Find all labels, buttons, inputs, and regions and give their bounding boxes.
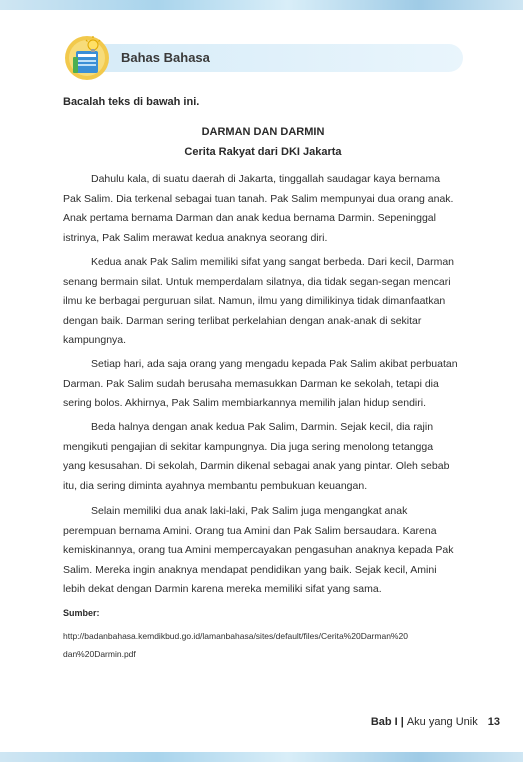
paragraph-line: Darman. Pak Salim sudah berusaha memasukkan Darman ke sekolah, tetapi dia	[63, 377, 439, 390]
paragraph-line: yang kesusahan. Di sekolah, Darmin dikenal sebagai anak yang pintar. Oleh sebab	[63, 460, 450, 472]
instruction-text: Bacalah teks di bawah ini.	[63, 96, 200, 108]
paragraph-line: senang bermain silat. Untuk memperdalam silatnya, dia tidak segan-segan mencari	[63, 275, 451, 288]
top-decorative-band	[0, 0, 523, 10]
story-title: DARMAN DAN DARMIN	[201, 126, 325, 138]
section-title: Bahas Bahasa	[121, 50, 210, 65]
paragraph-line: lebih dekat dengan Darmin karena mereka memiliki sifat yang sama.	[63, 583, 382, 595]
story-paragraph-4	[63, 418, 473, 496]
paragraph-line: istrinya, Pak Salim merawat kedua anaknya seorang diri.	[63, 231, 328, 244]
paragraph-line: Setiap hari, ada saja orang yang mengadu kepada Pak Salim akibat perbuatan	[91, 358, 458, 370]
paragraph-line: dengan baik. Darman sering terlibat perkelahian dengan anak-anak di sekitar	[63, 314, 422, 327]
chapter-label: Bab I	[370, 716, 398, 728]
paragraph-line: itu, dia sering diminta ayahnya membantu pembukuan keuangan.	[63, 479, 368, 492]
book-lightbulb-icon	[63, 33, 113, 83]
page-footer	[371, 716, 500, 728]
paragraph-line: Dahulu kala, di suatu daerah di Jakarta, tinggallah saudagar kaya bernama	[91, 173, 441, 185]
source-url[interactable]	[63, 627, 473, 663]
paragraph-line: mengikuti pengajian di sekitar kampungnya. Dia juga sering menolong tetangga	[63, 440, 434, 453]
paragraph-line: kemiskinannya, orang tua Amini mempercayakan pengasuhan anaknya kepada Pak	[63, 544, 454, 556]
bottom-decorative-band	[0, 752, 523, 762]
chapter-title: Aku yang Unik	[406, 716, 478, 728]
source-label: Sumber:	[63, 608, 100, 618]
section-banner	[63, 33, 463, 83]
story-subtitle: Cerita Rakyat dari DKI Jakarta	[184, 146, 342, 158]
story-paragraph-2	[63, 253, 473, 351]
paragraph-line: sering bolos. Akhirnya, Pak Salim membiarkannya memilih jalan hidup sendiri.	[63, 397, 427, 409]
story-paragraph-3	[63, 355, 473, 414]
paragraph-line: Selain memiliki dua anak laki-laki, Pak Salim juga mengangkat anak	[91, 505, 408, 517]
paragraph-line: Pak Salim. Dia terkenal sebagai tuan tanah. Pak Salim mempunyai dua orang anak.	[63, 192, 454, 205]
source-url-line[interactable]: http://badanbahasa.kemdikbud.go.id/lamanbahasa/sites/default/files/Cerita%20Darman%20	[63, 631, 408, 641]
page-number: 13	[487, 716, 500, 728]
paragraph-line: Anak pertama bernama Darman dan anak kedua bernama Darmin. Sepeninggal	[63, 212, 436, 224]
source-url-line[interactable]: dan%20Darmin.pdf	[63, 649, 136, 659]
paragraph-line: Beda halnya dengan anak kedua Pak Salim, Darmin. Sejak kecil, dia rajin	[91, 421, 434, 433]
paragraph-line: ilmu ke berbagai perguruan silat. Namun, ilmu yang dimilikinya tidak dimanfaatkan	[63, 295, 446, 307]
paragraph-line: Kedua anak Pak Salim memiliki sifat yang sangat berbeda. Dari kecil, Darman	[91, 256, 455, 268]
paragraph-line: kampungnya.	[63, 334, 127, 346]
paragraph-line: Salim. Mereka ingin anaknya mendapat pendidikan yang baik. Sejak kecil, Amini	[63, 563, 437, 576]
story-paragraph-5	[63, 502, 473, 600]
story-paragraph-1	[63, 170, 473, 248]
paragraph-line: perempuan bernama Amini. Orang tua Amini dan Pak Salim bersaudara. Karena	[63, 524, 437, 537]
footer-separator: |	[400, 716, 404, 728]
